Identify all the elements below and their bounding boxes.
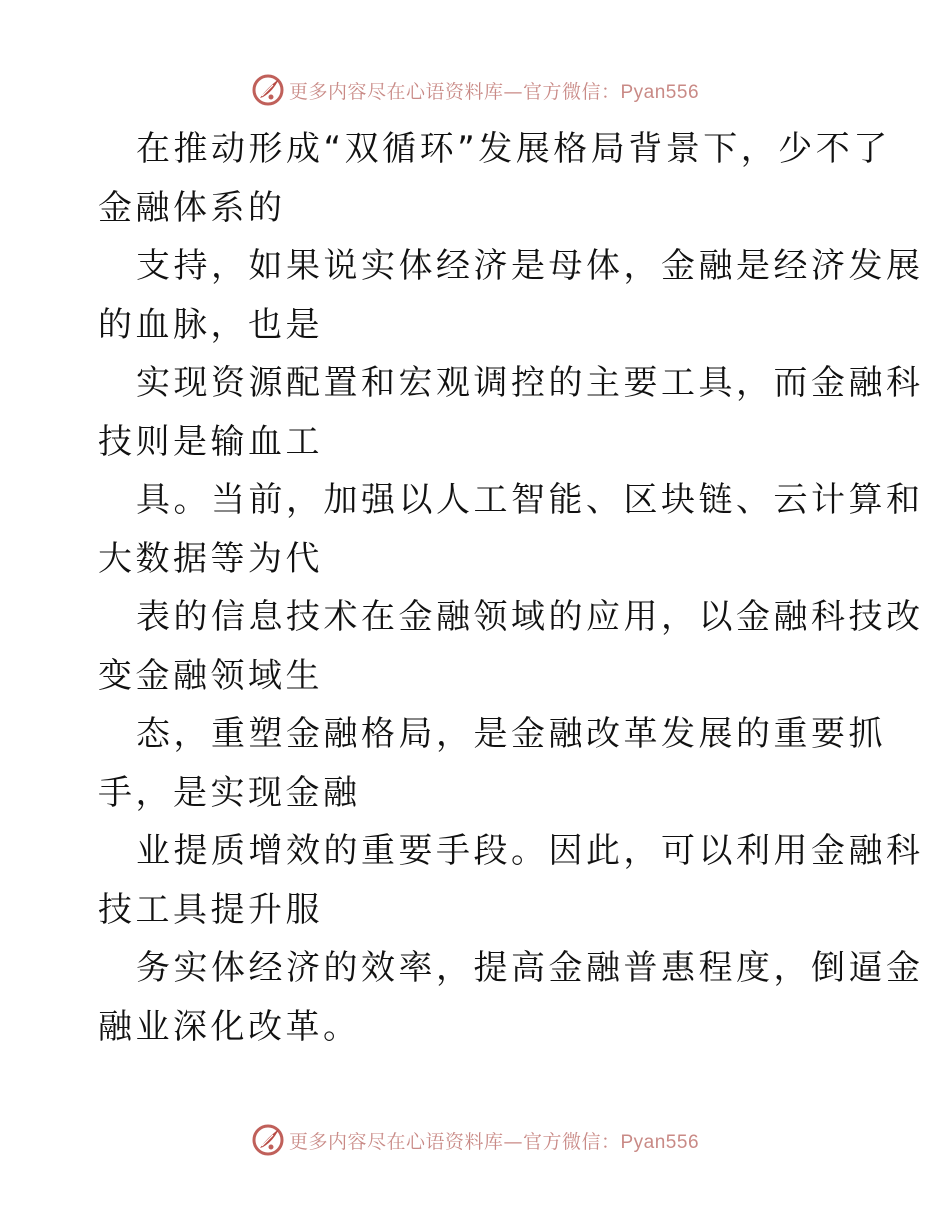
paragraph-line: 手，是实现金融 — [98, 772, 361, 813]
paragraph-line: 的血脉，也是 — [98, 304, 323, 345]
feather-seal-icon — [251, 73, 285, 107]
paragraph-line: 表的信息技术在金融领域的应用，以金融科技改 — [136, 597, 924, 637]
paragraph-line: 业提质增效的重要手段。因此，可以利用金融科 — [136, 831, 924, 871]
paragraph-line: 金融体系的 — [98, 187, 286, 228]
feather-seal-icon — [251, 1123, 285, 1157]
paragraph-line: 务实体经济的效率，提高金融普惠程度，倒逼金 — [136, 948, 924, 988]
watermark-text: 更多内容尽在心语资料库—官方微信：Pyan556 — [288, 80, 700, 103]
paragraph-line: 态，重塑金融格局，是金融改革发展的重要抓 — [136, 714, 886, 754]
paragraph-line: 技工具提升服 — [98, 889, 323, 930]
paragraph-line: 变金融领域生 — [98, 655, 323, 696]
paragraph-line: 支持，如果说实体经济是母体，金融是经济发展 — [136, 246, 924, 286]
paragraph-line: 融业深化改革。 — [98, 1006, 361, 1047]
paragraph-line: 在推动形成“双循环”发展格局背景下，少不了 — [136, 129, 891, 169]
paragraph-line: 大数据等为代 — [98, 538, 323, 579]
watermark-text: 更多内容尽在心语资料库—官方微信：Pyan556 — [288, 1130, 700, 1153]
main-paragraph — [98, 120, 924, 1056]
footer-watermark — [0, 1120, 950, 1160]
paragraph-line: 实现资源配置和宏观调控的主要工具，而金融科 — [136, 363, 924, 403]
paragraph-line: 技则是输血工 — [98, 421, 323, 462]
paragraph-line: 具。当前，加强以人工智能、区块链、云计算和 — [136, 480, 924, 520]
header-watermark — [0, 70, 950, 110]
